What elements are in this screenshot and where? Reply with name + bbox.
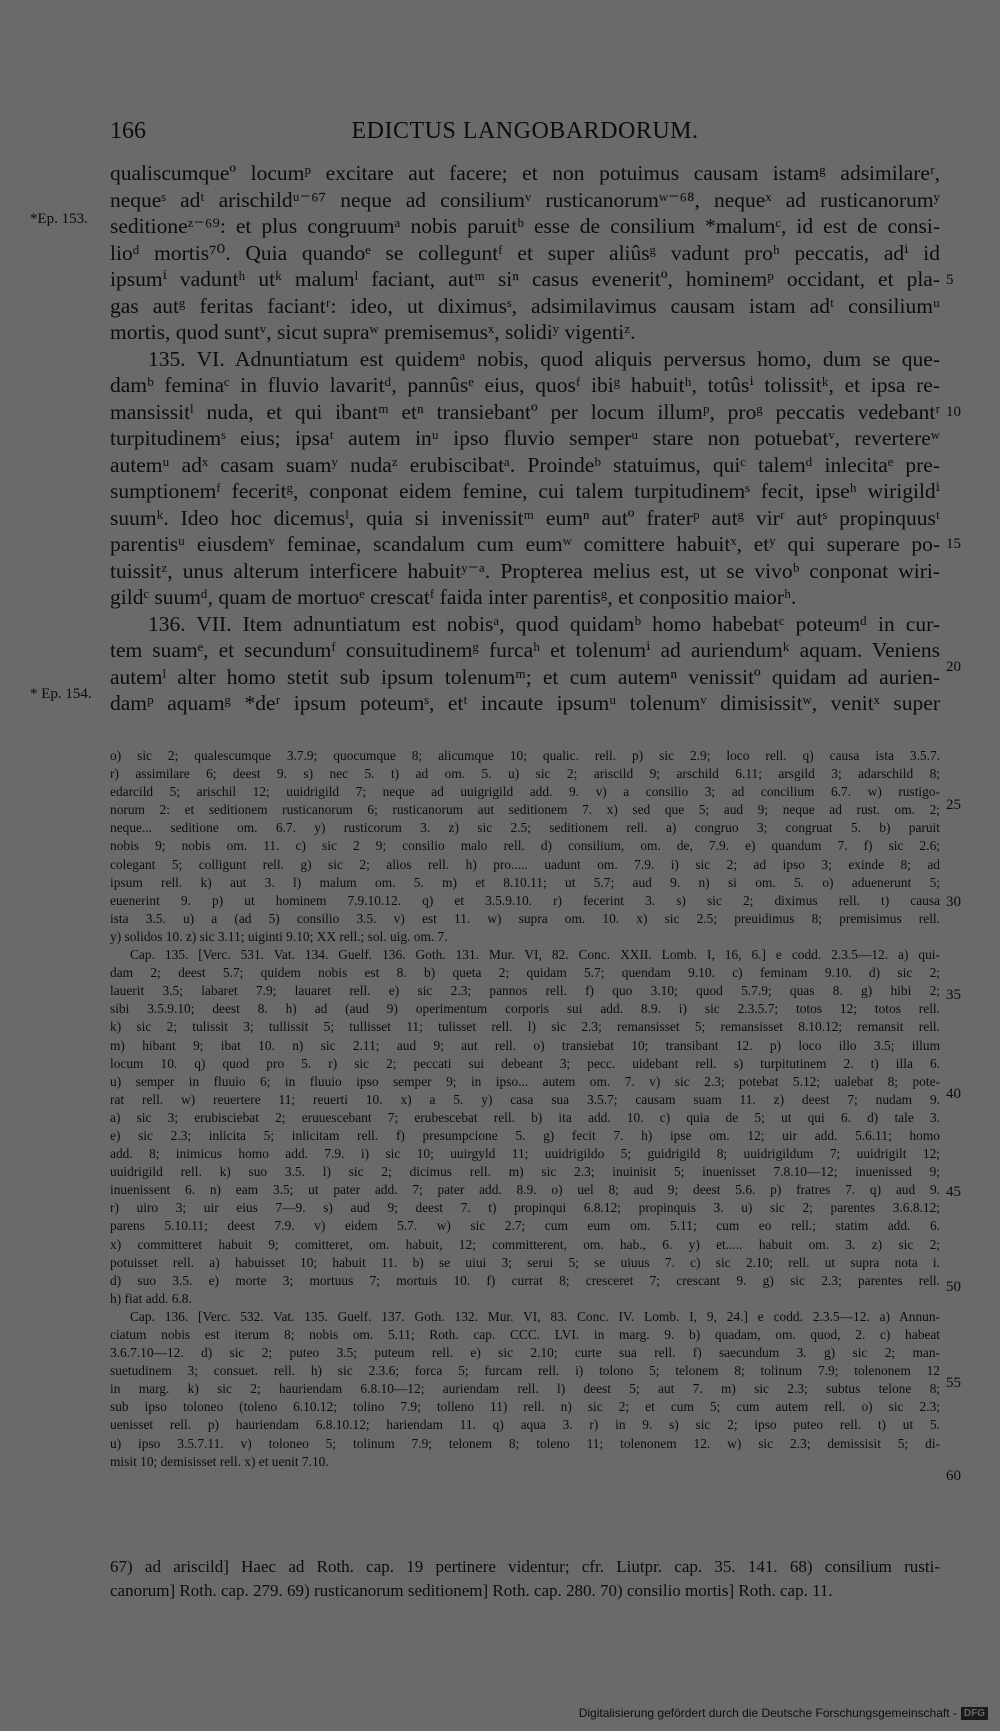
apparatus-line: rat rell. w) reuertere 11; reuerti 10. x) a 5. y) casa sua 3.5.7; causam suam 11. z) deest 7; nudam 9. <box>110 1091 940 1107</box>
apparatus-line: uenisset rell. p) hauriendam 6.8.10.12; hariendam 11. q) aqua 3. r) in 9. s) sic 2; ipso puteo rell. t) ut 5. <box>110 1417 940 1433</box>
apparatus-line: euenerint 9. p) ut hominem 7.9.10.12. q) et 3.5.9.10. r) fecerint 3. s) sic 2; diximus rell. t) causa <box>110 892 940 908</box>
apparatus-line: uuidrigild rell. k) suo 3.5. l) sic 2; dicimus rell. m) sic 2.3; inuinisit 5; inuenisset 7.8.10—12; inuenissed 9; <box>110 1164 940 1180</box>
apparatus-line: ciatum nobis est iterum 8; nobis om. 5.11; Roth. cap. CCC. LVI. in marg. 9. b) quadam, om. quod, 2. c) habeat <box>110 1327 940 1342</box>
apparatus-line: y) solidos 10. z) sic 3.11; uiginti 9.10; XX rell.; sol. uig. om. 7. <box>110 928 448 944</box>
text-line: ipsumⁱ vaduntʰ utᵏ malumˡ faciant, autᵐ siⁿ casus eveneritº, hominemᵖ occidant, et pla- <box>110 267 940 291</box>
apparatus-cap-135: Cap. 135. [Verc. 531. Vat. 134. Guelf. 136. Goth. 131. Mur. VI, 82. Conc. XXII. Lomb. I, 16, 6.] e codd. 2.3.5—12. a) qui- <box>130 947 940 963</box>
apparatus-line: sub ipso toloneo (toleno 6.10.12; tolino 7.9; tolleno 11) rell. n) sic 2; et cum 5; cum autem rell. o) sic 2.3; <box>110 1399 940 1415</box>
text-line: parentisᵘ eiusdemᵛ feminae, scandalum cum eumʷ comittere habuitˣ, etʸ qui superare po- <box>110 532 940 556</box>
digitization-credit <box>579 1706 988 1720</box>
apparatus-line: a) sic 3; erubisciebat 2; eruuescebant 7; erubescebat rell. b) ita add. 10. c) quia de 5; ut qui 6. d) tale 3. <box>110 1109 940 1125</box>
dfg-logo: DFG <box>961 1707 988 1720</box>
line-number: 30 <box>946 894 961 910</box>
apparatus-line: misit 10; demisisset rell. x) et uenit 7.10. <box>110 1453 329 1469</box>
running-title: EDICTUS LANGOBARDORUM. <box>351 118 699 144</box>
apparatus-line: edarcild 5; arischil 12; uuidrigild 7; neque ad uuigrigild add. 9. v) a consilio 3; ad concilium 6.7. w) rustigo- <box>110 784 940 800</box>
apparatus-line: ista 3.5. u) a (ad 5) consilio 3.5. v) est 11. w) supra om. 10. x) sic 2.5; preuidimus 8; premisimus rell. <box>110 910 940 926</box>
apparatus-line: in marg. k) sic 2; hauriendam 6.8.10—12; auriendam rell. l) deest 5; aut 7. m) sic 2.3; subtus telone 8; <box>110 1381 940 1397</box>
line-number: 60 <box>946 1468 961 1484</box>
main-text <box>110 160 940 717</box>
text-line: autemᵘ adˣ casam suamʸ nudaᶻ erubiscibatᵃ. Proindeᵇ statuimus, quiᶜ talemᵈ inlecitaᵉ pre- <box>110 452 940 477</box>
text-line: mortis, quod suntᵛ, sicut supraʷ premisemusˣ, solidiʸ vigentiᶻ. <box>110 320 636 344</box>
text-line: tuissitᶻ, unus alterum interficere habuitʸ⁻ᵃ. Propterea melius est, ut se vivoᵇ conponat wiri- <box>110 558 940 583</box>
line-number: 55 <box>946 1375 961 1391</box>
apparatus-line: x) committeret habuit 9; comitteret, om. habuit, 12; committerent, om. hab., 6. y) et..... habuit om. 3. z) sic 2; <box>110 1236 940 1252</box>
critical-apparatus <box>110 747 940 1471</box>
text-line: qualiscumqueº locumᵖ excitare aut facere; et non potuimus causam istamᵍ adsimilareʳ, <box>110 161 940 185</box>
apparatus-line: h) fiat add. 6.8. <box>110 1290 192 1306</box>
page-header <box>110 118 940 148</box>
apparatus-cap-136: Cap. 136. [Verc. 532. Vat. 135. Guelf. 137. Goth. 132. Mur. VI, 83. Conc. IV. Lomb. I, 9, 24.] e codd. 2.3.5—12. a) Annun- <box>130 1308 940 1324</box>
apparatus-line: inuenissent 6. n) eam 3.5; ut pater add. 7; pater add. 8.9. o) uel 8; aud 9; deest 5.6. p) fratres 7. q) aud 9. <box>110 1182 940 1198</box>
apparatus-line: r) assimilare 6; deest 9. s) nec 5. t) ad om. 5. u) sic 2; ariscild 9; arschild 6.11; arsgild 3; adarschild 8; <box>110 766 940 782</box>
chapter-136-heading-line: 136. VII. Item adnuntiatum est nobisᵃ, quod quidamᵇ homo habebatᶜ poteumᵈ in cur- <box>148 611 940 636</box>
apparatus-line: sibi 3.5.9.10; deest 8. h) ad (aud 9) operimentum corporis sui add. 8.9. i) sic 2.3.5.7; totos 12; totos rell. <box>110 1001 940 1017</box>
apparatus-line: dam 2; deest 5.7; quidem nobis est 8. b) queta 2; quidam 5.7; quendam 9.10. c) feminam 9.10. d) sic 2; <box>110 965 940 981</box>
text-line: gas autᵍ feritas faciantʳ: ideo, ut diximusˢ, adsimilavimus causam istam adᵗ consiliumᵘ <box>110 293 940 318</box>
margin-reference: *Ep. 153. <box>30 211 88 227</box>
apparatus-line: nobis 9; nobis om. 11. c) sic 2 9; consilio malo rell. d) consilium, om. de, 7.9. e) quandum 7. f) sic 2.6; <box>110 838 940 854</box>
line-number: 20 <box>946 659 961 675</box>
apparatus-line: k) sic 2; tulissit 3; tullissit 5; tullisset 11; tulisset rell. l) sic 2.3; remansisset 5; remansisset 8.10.12; remansit rell. <box>110 1019 940 1035</box>
text-line: mansissitˡ nuda, et qui ibantᵐ etⁿ transiebantº per locum illumᵖ, proᵍ peccatis vedebantʳ <box>110 399 940 424</box>
page-number: 166 <box>110 118 146 144</box>
line-number: 15 <box>946 536 961 552</box>
apparatus-line: u) ipso 3.5.7.11. v) toloneo 5; tolinum 7.9; telonem 8; toleno 11; tolenonem 12. w) sic 2.3; demissisit 5; di- <box>110 1435 940 1451</box>
text-line: damᵖ aquamᵍ *deʳ ipsum poteumˢ, etᵗ incaute ipsumᵘ tolenumᵛ dimisissitʷ, venitˣ super <box>110 691 940 715</box>
apparatus-line: m) hibant 9; ibat 10. n) sic 2.11; aud 9; aut rell. o) transiebat 10; transibant 12. p) loco illo 3.5; illum <box>110 1037 940 1053</box>
chapter-135-heading-line: 135. VI. Adnuntiatum est quidemᵃ nobis, quod aliquis perversus homo, dum se que- <box>148 346 940 371</box>
margin-reference: * Ep. 154. <box>30 686 92 702</box>
text-line: autemˡ alter homo stetit sub ipsum tolenumᵐ; et cum autemⁿ venissitº quidam ad aurien- <box>110 664 940 689</box>
apparatus-line: suetudinem 3; consuet. rell. h) sic 2.3.6; forca 5; furcam rell. i) tolono 5; telonem 8; tolinum 7.9; tolenonem 12 <box>110 1363 940 1379</box>
footnotes <box>110 1555 940 1603</box>
text-line: sumptionemᶠ feceritᵍ, conponat eidem femine, cui talem turpitudinemˢ fecit, ipseʰ wirigildⁱ <box>110 479 940 503</box>
apparatus-line: lauerit 3.5; labaret 7.9; lauaret rell. e) sic 2.3; pannos rell. f) quo 3.10; quod 5.7.9; quas 8. g) hibi 2; <box>110 983 940 999</box>
line-number: 10 <box>946 404 961 420</box>
line-number: 50 <box>946 1279 961 1295</box>
apparatus-line: colegant 5; colligunt rell. g) sic 2; alios rell. h) pro..... uadunt om. 7.9. i) sic 2; ad ipso 3; exinde 8; ad <box>110 856 940 872</box>
line-number: 40 <box>946 1086 961 1102</box>
apparatus-line: o) sic 2; qualescumque 3.7.9; quocumque 8; alicumque 10; qualic. rell. p) sic 2.9; loco rell. q) causa ista 3.5.7. <box>110 748 940 763</box>
apparatus-line: e) sic 2.3; inlicita 5; inlicitam rell. f) presumpcione 5. g) fecit 7. h) ipse om. 12; uir add. 5.6.11; homo <box>110 1127 940 1143</box>
apparatus-line: neque... seditione om. 6.7. y) rusticorum 3. z) sic 2.5; seditionem rell. a) congruo 3; congruat 5. b) paruit <box>110 820 940 836</box>
text-line: nequeˢ adᵗ arischildᵘ⁻⁶⁷ neque ad consiliumᵛ rusticanorumʷ⁻⁶⁸, nequeˣ ad rusticanorumʸ <box>110 187 940 212</box>
line-number: 25 <box>946 797 961 813</box>
footnote-line: 67) ad ariscild] Haec ad Roth. cap. 19 pertinere videntur; cfr. Liutpr. cap. 35. 141. 68) consilium rusti- <box>110 1557 940 1576</box>
text-line: suumᵏ. Ideo hoc dicemusˡ, quia si invenissitᵐ eumⁿ autº fraterᵖ autᵍ virʳ autˢ propinquusᵗ <box>110 505 940 530</box>
apparatus-line: locum 10. q) quod pro 5. r) sic 2; peccati sui debeant 3; pecc. uidebant rell. s) turpitutinem 2. t) illa 6. <box>110 1055 940 1071</box>
line-number: 5 <box>946 272 954 288</box>
apparatus-line: add. 8; inimicus homo add. 7.9. i) sic 10; uuirgyld 11; uuidrigildo 5; guidrigild 8; uuidrigildum 7; uuidrigilt 12; <box>110 1146 940 1162</box>
text-line: gildᶜ suumᵈ, quam de mortuoᵉ crescatᶠ faida inter parentisᵍ, et conpositio maiorʰ. <box>110 585 797 609</box>
text-line: lioᵈ mortis⁷⁰. Quia quandoᵉ se colleguntᶠ et super aliûsᵍ vadunt proʰ peccatis, adⁱ id <box>110 240 940 265</box>
text-line: damᵇ feminaᶜ in fluvio lavaritᵈ, pannûsᵉ eius, quosᶠ ibiᵍ habuitʰ, totûsⁱ tolissitᵏ, et ipsa re- <box>110 373 940 397</box>
footnote-line: canorum] Roth. cap. 279. 69) rusticanorum seditionem] Roth. cap. 280. 70) consilio mortis] Roth. cap. 11. <box>110 1581 833 1600</box>
credit-text: Digitalisierung gefördert durch die Deutsche Forschungsgemeinschaft - <box>578 1706 957 1720</box>
apparatus-line: d) suo 3.5. e) morte 3; mortuus 7; mortuis 10. f) currat 8; cresceret 7; crescant 9. g) sic 2.3; parentes rell. <box>110 1272 940 1288</box>
line-number: 45 <box>946 1184 961 1200</box>
apparatus-line: 3.6.7.10—12. d) sic 2; puteo 3.5; puteum rell. e) sic 2.10; curte sua rell. f) saecundum 3. g) sic 2; man- <box>110 1345 940 1361</box>
apparatus-line: u) semper in fluuio 6; in fluuio ipso semper 9; in ipso... autem om. 7. v) sic 2.3; potebat 5.12; ualebat 8; pote- <box>110 1073 940 1089</box>
text-line: seditioneᶻ⁻⁶⁹: et plus congruumᵃ nobis paruitᵇ esse de consilium *malumᶜ, id est de consi- <box>110 214 940 238</box>
line-number: 35 <box>946 987 961 1003</box>
apparatus-line: r) uiro 3; uir eius 7—9. s) aud 9; deest 7. t) propinqui 6.8.12; propinquis 3. u) sic 2; parentes 3.6.8.12; <box>110 1200 940 1216</box>
text-line: turpitudinemˢ eius; ipsaᵗ autem inᵘ ipso fluvio semperᵘ stare non potuebatᵛ, revertereʷ <box>110 426 940 450</box>
text-line: tem suamᵉ, et secundumᶠ consuitudinemᵍ furcaʰ et tolenumⁱ ad auriendumᵏ aquam. Veniens <box>110 638 940 662</box>
apparatus-line: potuisset rell. a) habuisset 10; habuit 11. b) se uiui 3; serui 5; se uiuus 7. c) sic 2.10; rell. ut supra nota i. <box>110 1254 940 1270</box>
apparatus-line: norum 2: et seditionem rusticanorum 6; rusticanorum aut seditionem 7. x) sed que 5; aud 9; neque ad rust. om. 2; <box>110 802 940 818</box>
apparatus-line: ipsum rell. k) aut 3. l) malum om. 5. m) et 8.10.11; ut 5.7; aud 9. n) si om. 5. o) aduenerunt 5; <box>110 874 940 890</box>
apparatus-line: parens 5.10.11; deest 7.9. v) eidem 5.7. w) sic 2.7; cum eum om. 5.11; cum eo rell.; statim add. 6. <box>110 1218 940 1234</box>
